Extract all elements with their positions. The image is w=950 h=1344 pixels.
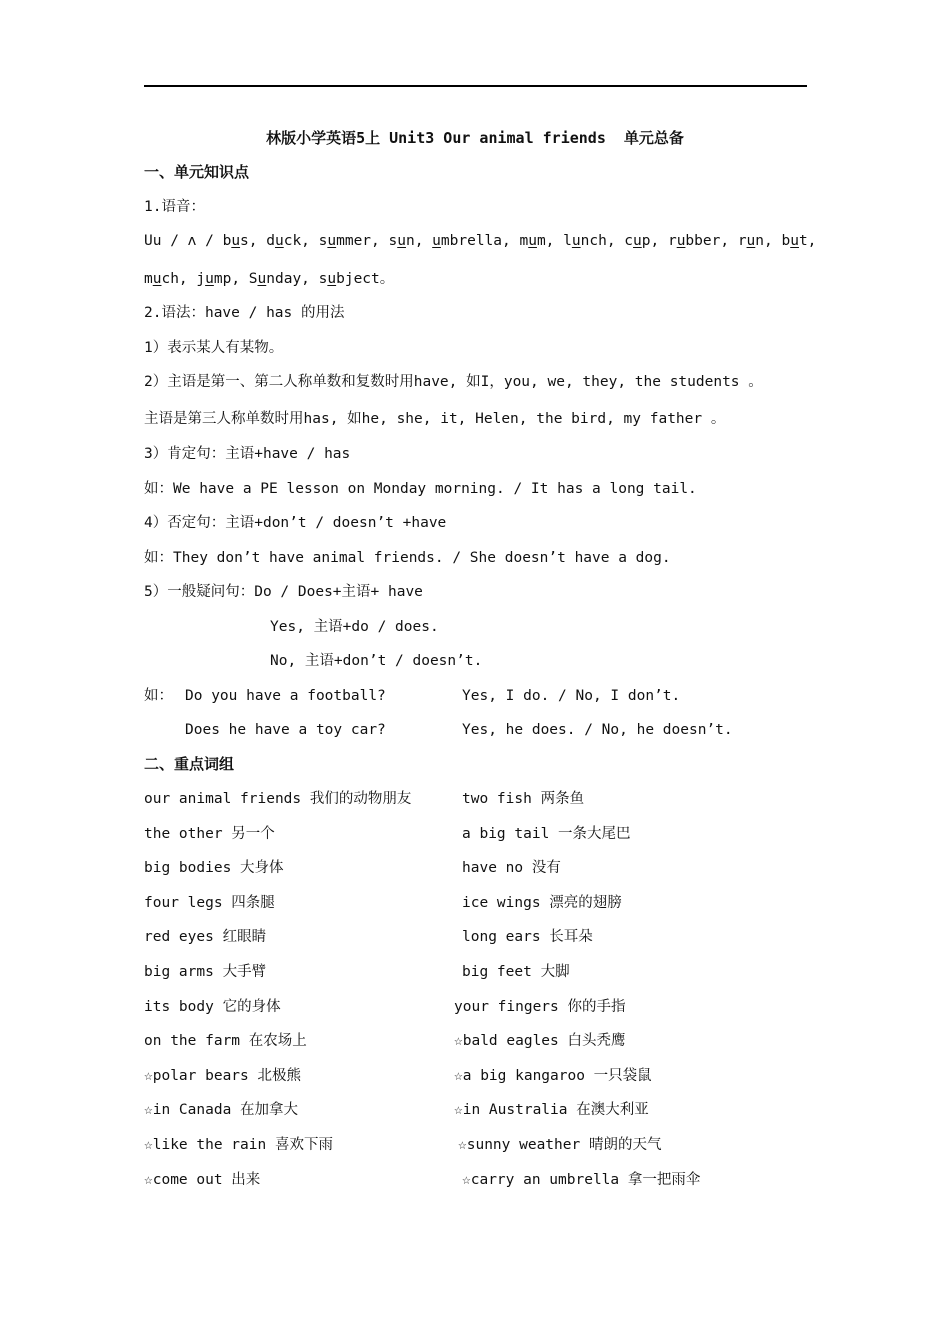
- phrase-left: on the farm 在农场上: [144, 1033, 307, 1049]
- grammar-point-4: 4）否定句：主语+don’t / doesn’t +have: [144, 515, 447, 531]
- section-heading-knowledge: 一、单元知识点: [144, 163, 250, 181]
- phonics-line-2: [144, 270, 394, 288]
- phonics-word: [319, 271, 395, 287]
- phonics-word-start: b: [222, 233, 232, 249]
- phonics-word: [389, 233, 433, 249]
- grammar-example-4: 如：They don’t have animal friends. / She doesn’t have a dog.: [144, 550, 671, 566]
- phonics-words-1: [223, 233, 817, 249]
- grammar-label: 2.语法：have / has 的用法: [144, 305, 345, 321]
- phonics-prefix: Uu / ʌ /: [144, 233, 223, 249]
- phonics-word: [319, 233, 389, 249]
- phrase-right: ☆a big kangaroo 一只袋鼠: [454, 1068, 652, 1084]
- example-answer-2: Yes, he does. / No, he doesn’t.: [462, 722, 733, 738]
- phonics-word-vowel: u: [790, 233, 799, 249]
- phrase-right: your fingers 你的手指: [454, 999, 626, 1015]
- phonics-word: [624, 233, 668, 249]
- phonics-word-vowel: u: [152, 271, 162, 287]
- phrase-right: a big tail 一条大尾巴: [462, 826, 631, 842]
- phonics-label: 1.语音：: [144, 199, 205, 215]
- grammar-point-3: 3）肯定句：主语+have / has: [144, 446, 351, 462]
- phonics-word-start: b: [781, 233, 791, 249]
- phrase-right: have no 没有: [462, 860, 561, 876]
- phonics-word-end: m,: [536, 233, 564, 249]
- phonics-word-end: bject。: [336, 271, 395, 287]
- phonics-word: [738, 233, 782, 249]
- phonics-word: [781, 233, 816, 249]
- phonics-word: [196, 271, 248, 287]
- phonics-word-end: mmer,: [336, 233, 389, 249]
- phonics-word: [432, 233, 519, 249]
- phrase-left: red eyes 红眼睛: [144, 929, 267, 945]
- phonics-word-vowel: u: [274, 233, 284, 249]
- phonics-word-start: l: [563, 233, 572, 249]
- phrase-left: its body 它的身体: [144, 999, 281, 1015]
- grammar-answer-no: No, 主语+don’t / doesn’t.: [270, 653, 483, 669]
- grammar-point-1: 1）表示某人有某物。: [144, 340, 284, 356]
- phonics-word-start: S: [248, 271, 258, 287]
- phonics-word: [563, 233, 624, 249]
- phonics-word-end: ck,: [283, 233, 319, 249]
- phonics-word-vowel: u: [327, 233, 337, 249]
- phonics-word-start: s: [318, 233, 328, 249]
- phonics-word-end: bber,: [685, 233, 738, 249]
- phonics-word-vowel: u: [327, 271, 337, 287]
- phonics-word-end: mp,: [213, 271, 249, 287]
- phonics-word: [249, 271, 319, 287]
- phrase-left: the other 另一个: [144, 826, 275, 842]
- phonics-word-vowel: u: [571, 233, 581, 249]
- phonics-word: [144, 271, 196, 287]
- phonics-word-end: nch,: [580, 233, 625, 249]
- phrase-right: ☆carry an umbrella 拿一把雨伞: [462, 1172, 701, 1188]
- phrase-left: big arms 大手臂: [144, 964, 267, 980]
- phrase-left: our animal friends 我们的动物朋友: [144, 791, 412, 807]
- phonics-word-end: ch,: [161, 271, 197, 287]
- example-label: 如：: [144, 688, 173, 704]
- phonics-word-vowel: u: [432, 233, 441, 249]
- phonics-word-vowel: u: [397, 233, 406, 249]
- phrase-left: ☆in Canada 在加拿大: [144, 1102, 299, 1118]
- phrase-left: ☆polar bears 北极熊: [144, 1068, 301, 1084]
- phonics-word-vowel: u: [633, 233, 642, 249]
- example-question-1: Do you have a football?: [185, 688, 386, 704]
- phrase-right: ☆in Australia 在澳大利亚: [454, 1102, 649, 1118]
- example-answer-1: Yes, I do. / No, I don’t.: [462, 688, 681, 704]
- phrase-right: long ears 长耳朵: [462, 929, 593, 945]
- phonics-word-end: n,: [405, 233, 433, 249]
- phonics-word-start: m: [519, 233, 529, 249]
- phonics-word-vowel: u: [746, 233, 756, 249]
- phonics-word-end: n,: [755, 233, 782, 249]
- phrase-right: big feet 大脚: [462, 964, 570, 980]
- phrase-right: ☆bald eagles 白头秃鹰: [454, 1033, 626, 1049]
- phrase-right: two fish 两条鱼: [462, 791, 585, 807]
- phonics-word: [266, 233, 318, 249]
- phonics-word-vowel: u: [257, 271, 267, 287]
- phonics-word-end: mbrella,: [440, 233, 520, 249]
- phrase-left: ☆like the rain 喜欢下雨: [144, 1137, 333, 1153]
- phonics-word-start: s: [318, 271, 328, 287]
- grammar-answer-yes: Yes, 主语+do / does.: [270, 619, 439, 635]
- header-rule: [144, 85, 807, 87]
- phrase-right: ice wings 漂亮的翅膀: [462, 895, 622, 911]
- phonics-word-start: m: [144, 271, 153, 287]
- phonics-word-vowel: u: [676, 233, 686, 249]
- phrase-left: big bodies 大身体: [144, 860, 284, 876]
- phonics-word-vowel: u: [231, 233, 241, 249]
- phonics-word: [668, 233, 738, 249]
- grammar-point-2a: 2）主语是第一、第二人称单数和复数时用have, 如I，you, we, they, the students 。: [144, 374, 763, 390]
- phonics-word-vowel: u: [205, 271, 214, 287]
- phonics-word-start: r: [737, 233, 747, 249]
- phonics-word-start: j: [196, 271, 206, 287]
- phonics-word-vowel: u: [528, 233, 537, 249]
- phonics-word-start: s: [388, 233, 398, 249]
- phonics-word-end: nday,: [266, 271, 319, 287]
- document-title: 林版小学英语5上 Unit3 Our animal friends 单元总备: [266, 129, 684, 147]
- grammar-example-3: 如：We have a PE lesson on Monday morning. / It has a long tail.: [144, 481, 697, 497]
- phonics-word-start: r: [667, 233, 677, 249]
- phrase-left: ☆come out 出来: [144, 1172, 261, 1188]
- section-heading-phrases: 二、重点词组: [144, 755, 235, 773]
- phonics-word: [223, 233, 267, 249]
- grammar-point-5: 5）一般疑问句：Do / Does+主语+ have: [144, 584, 423, 600]
- phonics-line-1: [144, 232, 816, 250]
- phrase-left: four legs 四条腿: [144, 895, 275, 911]
- phonics-word-start: c: [624, 233, 634, 249]
- grammar-point-2b: 主语是第三人称单数时用has, 如he, she, it, Helen, the bird, my father 。: [144, 411, 726, 427]
- phonics-word-end: t,: [798, 233, 817, 249]
- example-question-2: Does he have a toy car?: [185, 722, 386, 738]
- phonics-word: [519, 233, 563, 249]
- phonics-word-end: p,: [641, 233, 668, 249]
- phrase-right: ☆sunny weather 晴朗的天气: [458, 1137, 662, 1153]
- phonics-word-start: d: [266, 233, 275, 249]
- phonics-word-end: s,: [240, 233, 267, 249]
